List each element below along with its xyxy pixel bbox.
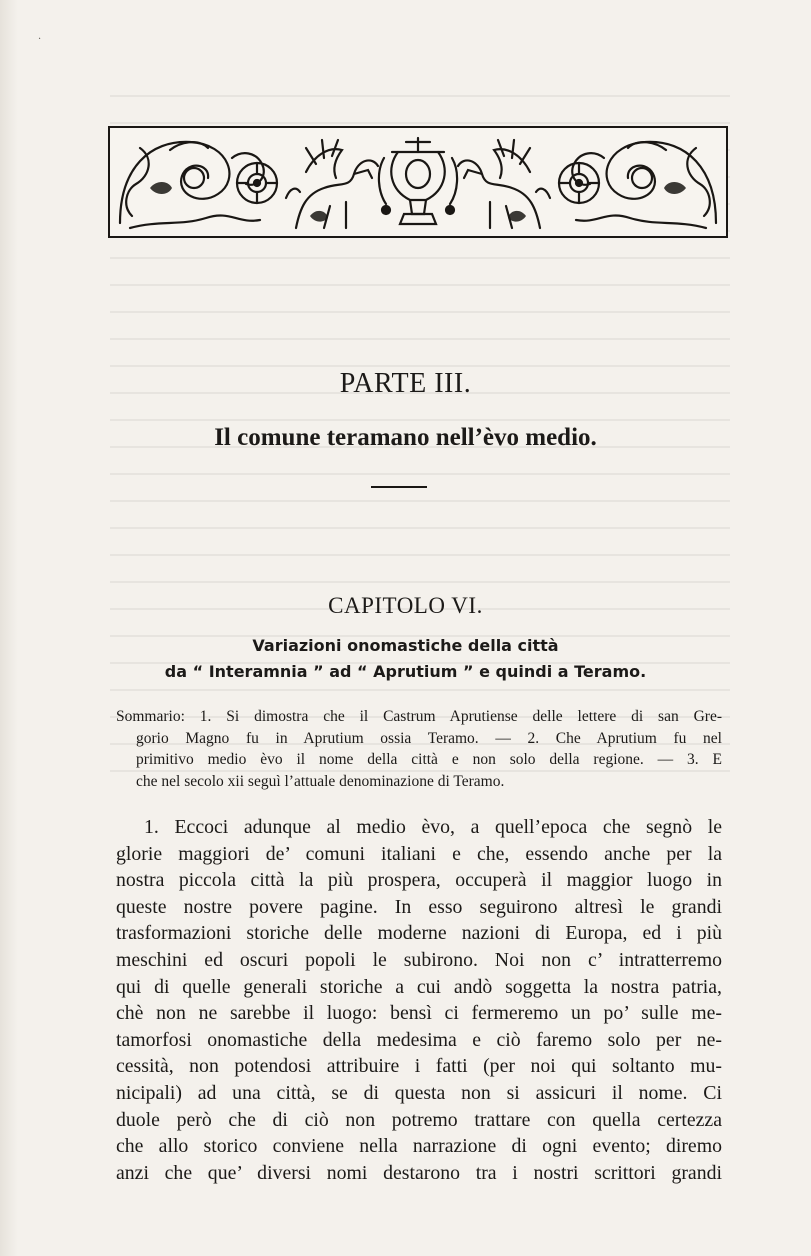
body-line: che allo storico conviene nella narrazione di ogni evento; diremo <box>116 1135 722 1158</box>
part-subtitle: Il comune teramano nell’èvo medio. <box>214 424 597 451</box>
summary-line: primitivo medio èvo il nome della città e non solo della regione. — 3. E <box>136 751 722 768</box>
page-gutter-shadow <box>0 0 18 1256</box>
page-speck: · <box>38 34 42 45</box>
part-title: PARTE III. <box>339 368 472 399</box>
body-line: qui di quelle generali storiche a cui andò soggetta la nostra patria, <box>116 975 722 998</box>
body-line: nostra piccola città la più prospera, occuperà il maggior luogo in <box>116 869 722 892</box>
chapter-summary <box>116 706 722 792</box>
body-line: anzi che que’ diversi nomi destarono tra i nostri scrittori grandi <box>116 1161 722 1184</box>
chapter-title: CAPITOLO VI. <box>328 593 483 618</box>
summary-line: che nel secolo xii seguì l’attuale denominazione di Teramo. <box>136 772 505 790</box>
body-line: duole però che di ciò non potremo trattare con quella certezza <box>116 1108 722 1131</box>
summary-line: Sommario: 1. Si dimostra che il Castrum Aprutiense delle lettere di san Gre- <box>116 708 722 725</box>
summary-line: gorio Magno fu in Aprutium ossia Teramo. — 2. Che Aprutium fu nel <box>136 729 722 747</box>
body-line: nicipali) ad una città, se di questa non si assicuri il nome. Ci <box>116 1081 722 1104</box>
chapter-subtitle-line: Variazioni onomastiche della città <box>252 636 559 655</box>
body-line: chè non ne sarebbe il luogo: bensì ci fermeremo un po’ sulle me- <box>116 1002 722 1025</box>
chapter-subtitle-line: da “ Interamnia ” ad “ Aprutium ” e quindi a Teramo. <box>164 662 647 681</box>
body-line: cessità, non potendosi attribuire i fatti (per noi qui soltanto mu- <box>116 1055 722 1078</box>
body-line: glorie maggiori de’ comuni italiani e che, essendo anche per la <box>116 842 722 865</box>
body-paragraph <box>116 814 722 1186</box>
body-line: 1. Eccoci adunque al medio èvo, a quell’epoca che segnò le <box>144 816 722 838</box>
title-divider <box>371 486 427 488</box>
body-line: queste nostre povere pagine. In esso seguirono altresì le grandi <box>116 895 722 918</box>
decorative-headpiece <box>108 126 728 238</box>
body-line: tamorfosi onomastiche della medesima e ciò faremo solo per ne- <box>116 1028 722 1051</box>
body-line: trasformazioni storiche delle moderne nazioni di Europa, ed i più <box>116 922 722 945</box>
body-line: meschini ed oscuri popoli le subirono. Noi non c’ intratterremo <box>116 948 722 971</box>
